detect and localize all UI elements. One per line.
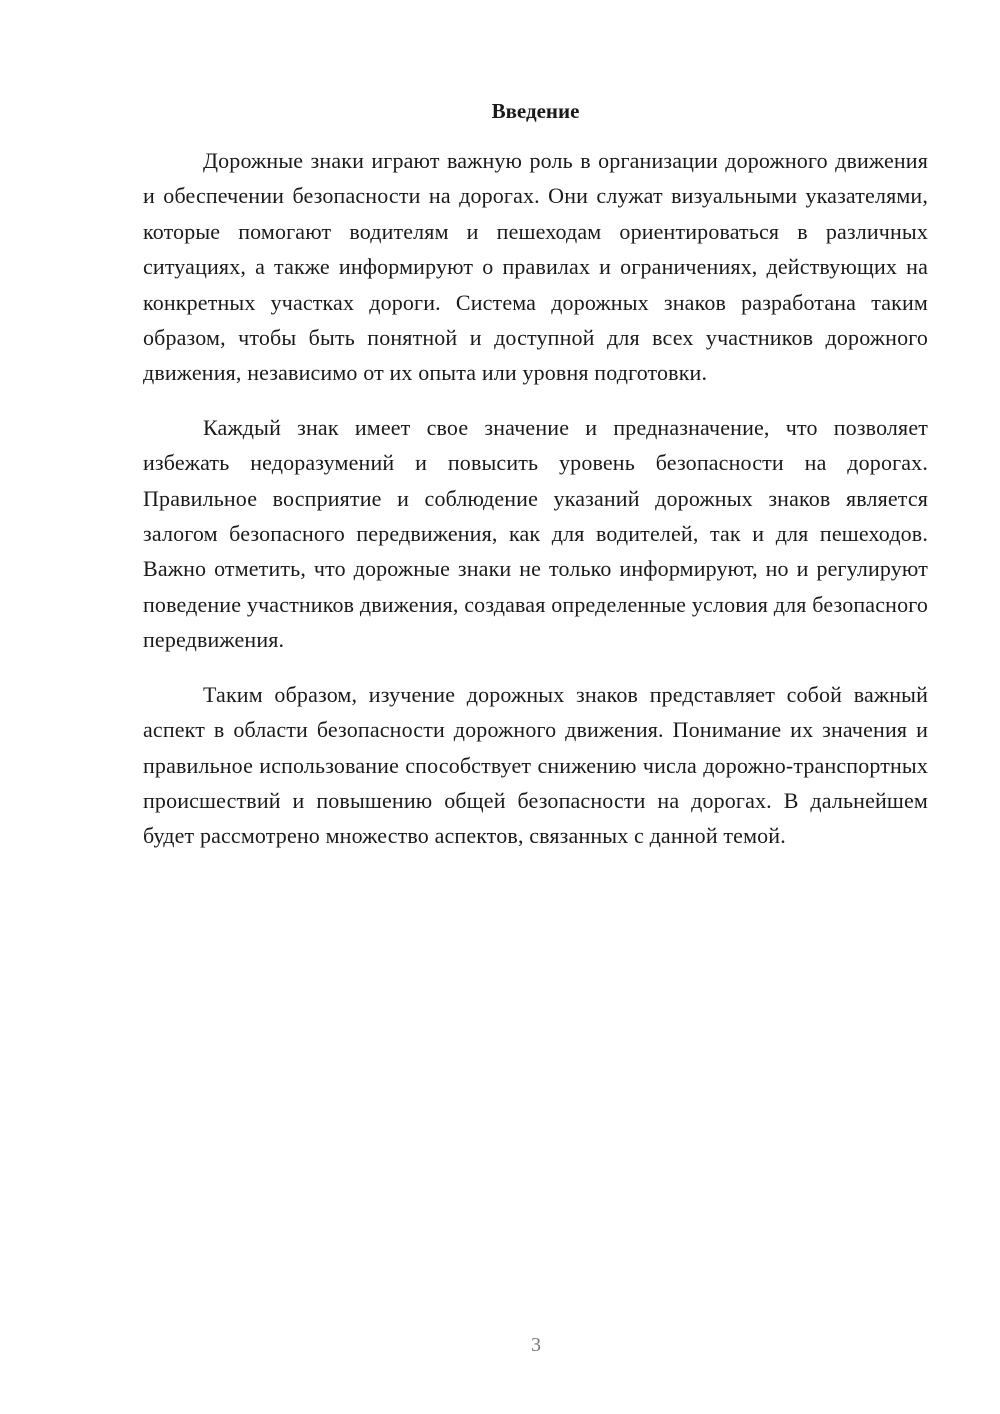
paragraph-2: Каждый знак имеет свое значение и предназначение, что позволяет избежать недоразумений и повысить уровень безопасности на дорогах. Правильное восприятие и соблюдение указаний дорожных знаков является залогом безопасного передвижения, как для водителей, так и для пешеходов. Важно отметить, что дорожные знаки не только информируют, но и регулируют поведение участников движения, создавая определенные условия для безопасного передвижения. [143,414,928,653]
paragraph-1: Дорожные знаки играют важную роль в организации дорожного движения и обеспечении безопасности на дорогах. Они служат визуальными указателями, которые помогают водителям и пешеходам ориентироваться в различных ситуациях, а также информируют о правилах и ограничениях, действующих на конкретных участках дороги. Система дорожных знаков разработана таким образом, чтобы быть понятной и доступной для всех участников дорожного движения, независимо от их опыта или уровня подготовки. [143,148,928,386]
paragraph-3: Таким образом, изучение дорожных знаков представляет собой важный аспект в области безопасности дорожного движения. Понимание их значения и правильное использование способствует снижению числа дорожно-транспортных происшествий и повышению общей безопасности на дорогах. В дальнейшем будет рассмотрено множество аспектов, связанных с данной темой. [143,681,928,849]
section-heading: Введение [491,99,580,123]
document-body [143,143,928,873]
page-number: 3 [531,1334,541,1356]
